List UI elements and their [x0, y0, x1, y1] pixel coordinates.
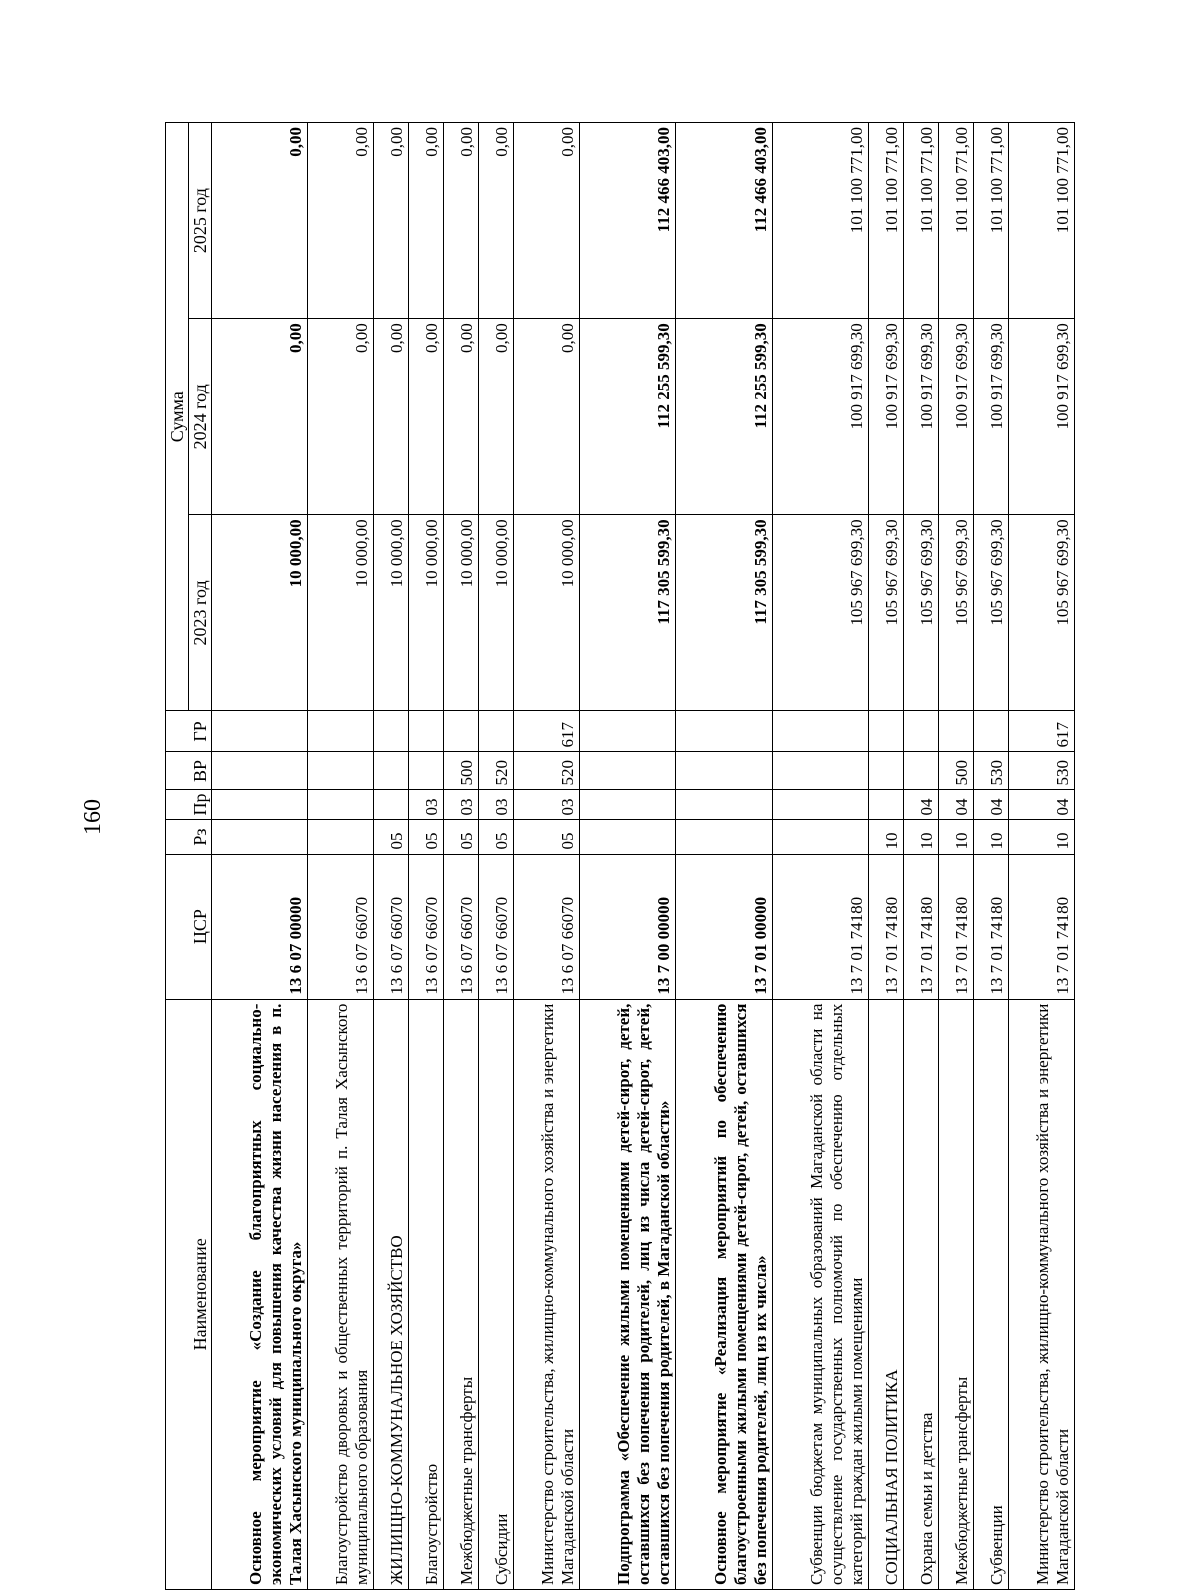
row-2025: 0,00: [444, 123, 479, 319]
row-gr: [903, 711, 938, 752]
table-row: [676, 123, 772, 1590]
row-pr: [868, 790, 903, 820]
row-vr: [676, 752, 772, 790]
row-gr: [676, 711, 772, 752]
header-sum: Сумма: [166, 123, 189, 711]
row-2025: 101 100 771,00: [772, 123, 868, 319]
row-rz: [212, 820, 308, 854]
row-2023: 105 967 699,30: [938, 515, 973, 711]
row-2023: 117 305 599,30: [676, 515, 772, 711]
row-2024: 100 917 699,30: [974, 319, 1009, 515]
row-vr: [868, 752, 903, 790]
row-2023: 10 000,00: [444, 515, 479, 711]
row-name: Основное мероприятие «Реализация мероприятий по обеспечению благоустроенными жилыми помещениями детей-сирот, детей, оставшихся без попечения родителей, лиц из их числа»: [676, 999, 772, 1589]
table-header: [166, 123, 212, 1590]
row-csr: 13 6 07 66070: [444, 854, 479, 999]
row-rz: 05: [479, 820, 514, 854]
row-csr: 13 7 01 74180: [868, 854, 903, 999]
row-csr: 13 6 07 66070: [409, 854, 444, 999]
table-row: [212, 123, 308, 1590]
row-pr: 03: [514, 790, 580, 820]
row-vr: 530: [1009, 752, 1075, 790]
row-2024: 0,00: [514, 319, 580, 515]
row-csr: 13 7 01 00000: [676, 854, 772, 999]
table-row: [903, 123, 938, 1590]
row-2025: 112 466 403,00: [580, 123, 676, 319]
row-pr: 03: [444, 790, 479, 820]
row-csr: 13 6 07 66070: [514, 854, 580, 999]
row-pr: [676, 790, 772, 820]
table-row: [514, 123, 580, 1590]
row-2025: 112 466 403,00: [676, 123, 772, 319]
row-2023: 10 000,00: [308, 515, 374, 711]
row-2025: 0,00: [373, 123, 408, 319]
row-pr: 04: [974, 790, 1009, 820]
row-vr: 520: [514, 752, 580, 790]
row-gr: [409, 711, 444, 752]
row-rz: 10: [868, 820, 903, 854]
row-name: Подпрограмма «Обеспечение жилыми помещениями детей-сирот, детей, оставшихся без попечения родителей, лиц из числа детей-сирот, детей, оставшихся без попечения родителей, в Магаданской области»: [580, 999, 676, 1589]
row-vr: [903, 752, 938, 790]
row-rz: 05: [514, 820, 580, 854]
row-2023: 105 967 699,30: [974, 515, 1009, 711]
row-gr: [580, 711, 676, 752]
row-rz: 05: [409, 820, 444, 854]
row-name: Субсидии: [479, 999, 514, 1589]
table-row: [938, 123, 973, 1590]
header-2023: 2023 год: [189, 515, 212, 711]
row-name: Министерство строительства, жилищно-коммунального хозяйства и энергетики Магаданской области: [514, 999, 580, 1589]
row-2025: 0,00: [212, 123, 308, 319]
row-name: Благоустройство дворовых и общественных территорий п. Талая Хасынского муниципального образования: [308, 999, 374, 1589]
row-2024: 0,00: [444, 319, 479, 515]
row-name: Министерство строительства, жилищно-коммунального хозяйства и энергетики Магаданской области: [1009, 999, 1075, 1589]
row-gr: [974, 711, 1009, 752]
row-csr: 13 6 07 00000: [212, 854, 308, 999]
row-csr: 13 6 07 66070: [479, 854, 514, 999]
row-pr: 04: [903, 790, 938, 820]
row-2025: 0,00: [308, 123, 374, 319]
row-pr: [772, 790, 868, 820]
table-row: [772, 123, 868, 1590]
table-row: [373, 123, 408, 1590]
row-vr: 500: [938, 752, 973, 790]
row-2025: 101 100 771,00: [938, 123, 973, 319]
row-2025: 0,00: [479, 123, 514, 319]
row-2024: 0,00: [212, 319, 308, 515]
row-name: Межбюджетные трансферты: [938, 999, 973, 1589]
row-name: Субвенции: [974, 999, 1009, 1589]
row-pr: [373, 790, 408, 820]
row-vr: [308, 752, 374, 790]
row-2025: 0,00: [409, 123, 444, 319]
row-2024: 100 917 699,30: [772, 319, 868, 515]
rotated-table-wrapper: [165, 122, 1075, 1590]
row-gr: [868, 711, 903, 752]
row-name: Охрана семьи и детства: [903, 999, 938, 1589]
row-rz: 05: [373, 820, 408, 854]
row-rz: [580, 820, 676, 854]
row-vr: [373, 752, 408, 790]
row-rz: 10: [903, 820, 938, 854]
row-vr: [580, 752, 676, 790]
row-2023: 10 000,00: [514, 515, 580, 711]
row-name: Благоустройство: [409, 999, 444, 1589]
row-vr: [409, 752, 444, 790]
row-csr: 13 7 01 74180: [1009, 854, 1075, 999]
row-pr: 04: [1009, 790, 1075, 820]
row-2024: 100 917 699,30: [868, 319, 903, 515]
row-csr: 13 7 01 74180: [974, 854, 1009, 999]
row-csr: 13 7 01 74180: [772, 854, 868, 999]
row-name: ЖИЛИЩНО-КОММУНАЛЬНОЕ ХОЗЯЙСТВО: [373, 999, 408, 1589]
row-csr: 13 7 01 74180: [938, 854, 973, 999]
row-vr: 500: [444, 752, 479, 790]
row-2024: 112 255 599,30: [580, 319, 676, 515]
row-csr: 13 7 01 74180: [903, 854, 938, 999]
row-2023: 105 967 699,30: [772, 515, 868, 711]
row-2023: 10 000,00: [212, 515, 308, 711]
table-row: [1009, 123, 1075, 1590]
row-gr: 617: [514, 711, 580, 752]
row-csr: 13 6 07 66070: [373, 854, 408, 999]
header-name: Наименование: [166, 999, 212, 1589]
row-2024: 0,00: [373, 319, 408, 515]
row-2025: 101 100 771,00: [1009, 123, 1075, 319]
table-row: [479, 123, 514, 1590]
row-2024: 100 917 699,30: [1009, 319, 1075, 515]
table-row: [308, 123, 374, 1590]
row-2024: 100 917 699,30: [938, 319, 973, 515]
header-pr: Пр: [166, 790, 212, 820]
row-2025: 101 100 771,00: [974, 123, 1009, 319]
row-pr: [308, 790, 374, 820]
row-2024: 0,00: [308, 319, 374, 515]
row-2025: 101 100 771,00: [903, 123, 938, 319]
row-name: Межбюджетные трансферты: [444, 999, 479, 1589]
row-pr: 03: [479, 790, 514, 820]
row-2023: 10 000,00: [479, 515, 514, 711]
row-rz: [676, 820, 772, 854]
row-2024: 100 917 699,30: [903, 319, 938, 515]
row-vr: [212, 752, 308, 790]
table-row: [444, 123, 479, 1590]
row-pr: 03: [409, 790, 444, 820]
row-gr: [479, 711, 514, 752]
header-csr: ЦСР: [166, 854, 212, 999]
row-2023: 105 967 699,30: [868, 515, 903, 711]
row-2023: 117 305 599,30: [580, 515, 676, 711]
row-rz: 10: [938, 820, 973, 854]
row-rz: 10: [1009, 820, 1075, 854]
row-rz: 10: [974, 820, 1009, 854]
row-gr: [373, 711, 408, 752]
header-2025: 2025 год: [189, 123, 212, 319]
row-pr: [580, 790, 676, 820]
row-gr: [772, 711, 868, 752]
row-2025: 0,00: [514, 123, 580, 319]
table-row: [409, 123, 444, 1590]
row-vr: [772, 752, 868, 790]
row-gr: [212, 711, 308, 752]
row-pr: 04: [938, 790, 973, 820]
row-2023: 105 967 699,30: [1009, 515, 1075, 711]
row-name: Субвенции бюджетам муниципальных образований Магаданской области на осуществление государственных полномочий по обеспечению отдельных категорий граждан жилыми помещениями: [772, 999, 868, 1589]
row-pr: [212, 790, 308, 820]
row-csr: 13 7 00 00000: [580, 854, 676, 999]
row-gr: [444, 711, 479, 752]
table-row: [974, 123, 1009, 1590]
row-name: СОЦИАЛЬНАЯ ПОЛИТИКА: [868, 999, 903, 1589]
row-2023: 10 000,00: [373, 515, 408, 711]
row-name: Основное мероприятие «Создание благоприятных социально-экономических условий для повышения качества жизни населения в п. Талая Хасынского муниципального округа»: [212, 999, 308, 1589]
row-vr: 520: [479, 752, 514, 790]
row-csr: 13 6 07 66070: [308, 854, 374, 999]
row-rz: 05: [444, 820, 479, 854]
row-2024: 0,00: [479, 319, 514, 515]
row-2023: 10 000,00: [409, 515, 444, 711]
header-rz: Рз: [166, 820, 212, 854]
row-2023: 105 967 699,30: [903, 515, 938, 711]
row-vr: 530: [974, 752, 1009, 790]
table-body: [212, 123, 1075, 1590]
row-2025: 101 100 771,00: [868, 123, 903, 319]
table-row: [580, 123, 676, 1590]
budget-table: [165, 122, 1075, 1590]
header-2024: 2024 год: [189, 319, 212, 515]
row-gr: [938, 711, 973, 752]
row-rz: [772, 820, 868, 854]
row-2024: 112 255 599,30: [676, 319, 772, 515]
header-vr: ВР: [166, 752, 212, 790]
row-gr: 617: [1009, 711, 1075, 752]
row-gr: [308, 711, 374, 752]
table-row: [868, 123, 903, 1590]
row-rz: [308, 820, 374, 854]
row-2024: 0,00: [409, 319, 444, 515]
page-number: 160: [80, 799, 106, 835]
header-gr: ГР: [166, 711, 212, 752]
